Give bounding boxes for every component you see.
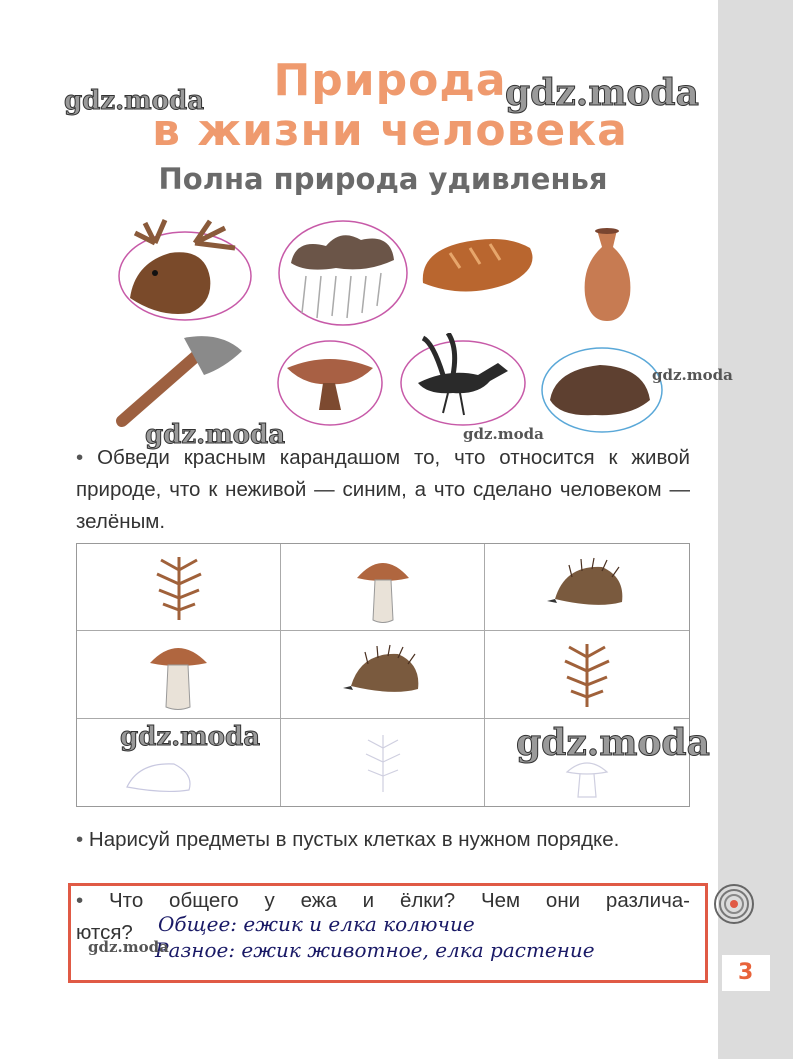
task-question-line2: ются? [76, 921, 133, 944]
picture-sequence-grid [76, 543, 690, 807]
task-instruction-color: • Обведи красным карандашом то, что относится к живой природе, что к неживой — синим, а что сделано человеком — зелёным. [76, 446, 690, 533]
page-number: 3 [722, 955, 770, 991]
crow-picture [398, 333, 528, 428]
watermark: gdz.moda [145, 420, 286, 450]
hedgehog-icon [547, 557, 627, 617]
watermark: gdz.moda [463, 425, 544, 443]
hedgehog-sketch-icon [119, 752, 199, 802]
fir-branch-icon [149, 552, 209, 622]
task-text: Обведи красным карандашом то, что относится к живой природе, что к неживой — синим, а что сделано человеком — зелёным. [76, 446, 690, 533]
handwritten-answer-line1: Общее: ежик и елка колючие [158, 912, 475, 936]
grid-cell[interactable] [485, 631, 689, 718]
fir-branch-icon [557, 639, 617, 709]
watermark: gdz.moda [120, 722, 261, 752]
task-text: Нарисуй предметы в пустых клетках в нужном порядке. [88, 828, 620, 851]
axe-picture [112, 333, 247, 428]
fir-branch-sketch-icon [358, 730, 408, 795]
bread-picture [415, 228, 540, 298]
watermark: gdz.moda [652, 366, 733, 384]
watermark: gdz.moda [505, 72, 699, 114]
task-instruction-draw: • Нарисуй предметы в пустых клетках в нужном порядке. [76, 828, 620, 851]
watermark: gdz.moda [64, 86, 205, 116]
mushroom-icon [146, 637, 211, 712]
watermark: gdz.moda [516, 722, 710, 764]
mushroom-icon [353, 550, 413, 625]
spiral-icon [712, 882, 756, 926]
watermark: gdz.moda [88, 938, 169, 956]
hedgehog-icon [343, 644, 423, 704]
stone-picture [540, 345, 665, 435]
grid-cell[interactable] [281, 719, 485, 806]
task-question-line1: • Что общего у ежа и ёлки? Чем они различа- [76, 889, 690, 912]
grid-cell[interactable] [77, 631, 281, 718]
page-title-line2: в жизни человека [152, 105, 628, 156]
rain-cloud-picture [276, 218, 411, 333]
vase-picture [575, 225, 640, 325]
mushroom-picture [275, 338, 385, 428]
handwritten-answer-line2: Разное: ежик животное, елка растение [155, 938, 595, 962]
grid-cell[interactable] [281, 544, 485, 631]
page-title-line1: Природа [273, 55, 507, 106]
grid-cell[interactable] [281, 631, 485, 718]
grid-cell[interactable] [77, 544, 281, 631]
section-subtitle: Полна природа удивленья [158, 162, 608, 196]
grid-cell[interactable] [485, 544, 689, 631]
moose-picture [115, 218, 255, 323]
